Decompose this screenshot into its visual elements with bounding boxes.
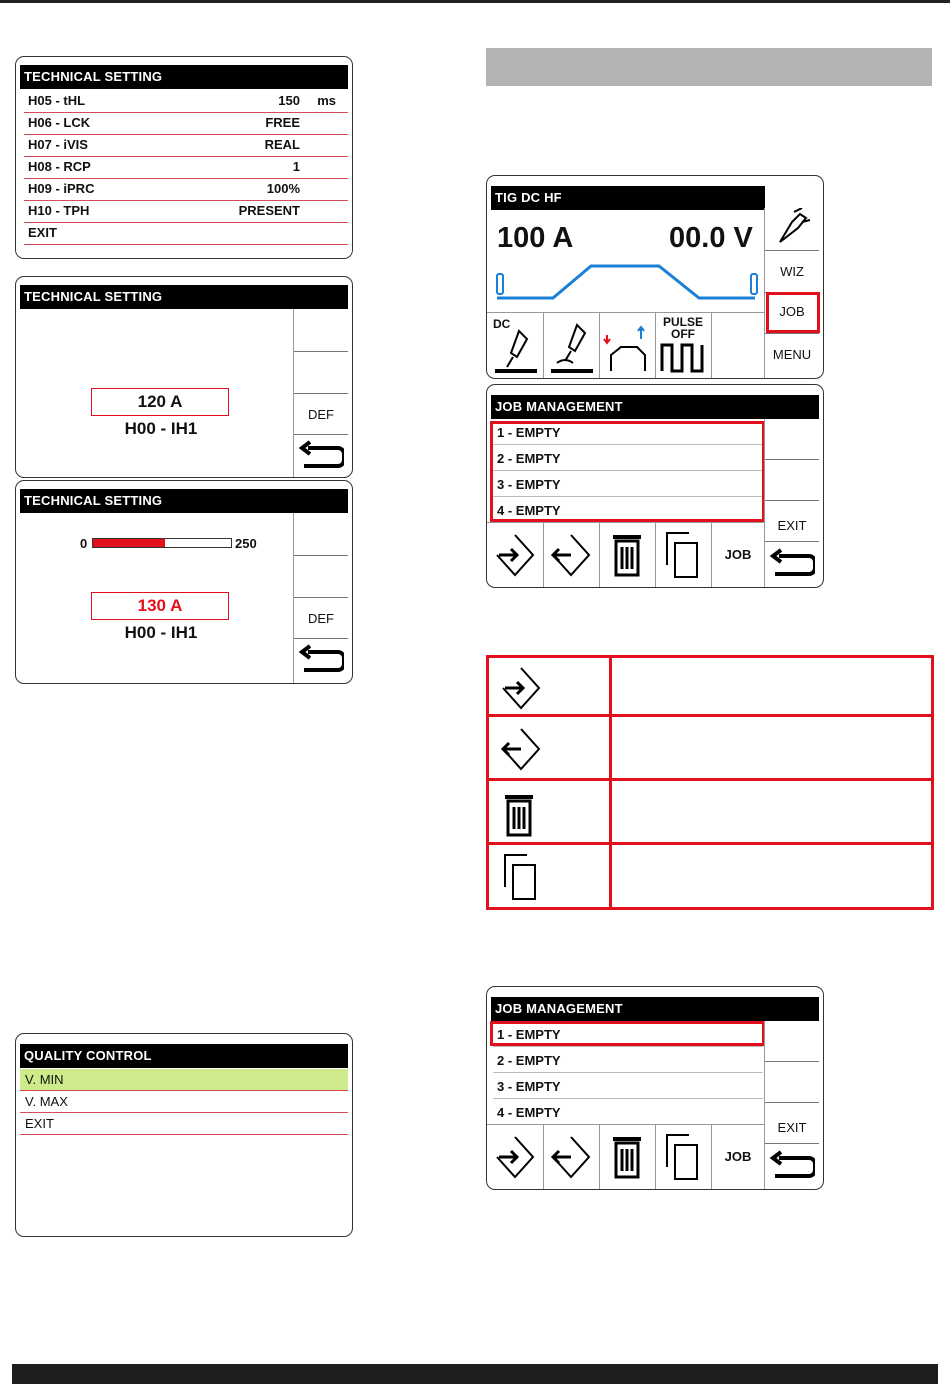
job-button[interactable]: JOB <box>724 1149 752 1164</box>
exit-button[interactable]: EXIT <box>765 501 819 542</box>
setting-label: H10 - TPH <box>28 203 90 218</box>
copy-button[interactable] <box>655 1125 712 1190</box>
legend-row-copy <box>486 842 934 910</box>
side-button-1[interactable] <box>765 419 819 460</box>
legend-row-load <box>486 655 934 717</box>
parameter-label: H00 - IH1 <box>124 623 198 642</box>
setting-value: FREE <box>265 115 300 130</box>
setting-value: 150 <box>278 93 300 108</box>
job-slot-row[interactable]: 3 - EMPTY <box>493 473 763 497</box>
torch-icon <box>772 208 812 248</box>
screen-title: TECHNICAL SETTING <box>20 65 348 89</box>
welding-cycle-graph <box>493 262 763 306</box>
parameter-label: H00 - IH1 <box>124 419 198 438</box>
back-arrow-icon <box>769 546 815 582</box>
legend-icon-cell <box>489 845 612 907</box>
side-button-2[interactable] <box>765 1062 819 1103</box>
def-button[interactable]: DEF <box>294 598 348 639</box>
technical-setting-slider-screen <box>15 480 353 684</box>
setting-label: EXIT <box>28 225 57 240</box>
job-list-highlight-box <box>490 421 765 522</box>
setting-unit: ms <box>317 93 336 108</box>
side-button-column <box>764 419 819 587</box>
job-slot-row[interactable]: 1 - EMPTY <box>493 1023 763 1047</box>
scale-min-label: 0 <box>80 536 88 551</box>
load-icon <box>501 666 541 712</box>
load-button[interactable] <box>487 523 544 588</box>
job-highlight-box <box>766 292 820 333</box>
quality-row[interactable]: EXIT <box>20 1113 348 1135</box>
current-value-box: 130 A <box>91 592 229 620</box>
job-button[interactable]: JOB <box>765 293 819 334</box>
delete-icon <box>503 791 535 839</box>
job-slot-row[interactable]: 2 - EMPTY <box>493 447 763 471</box>
job-management-screen-1 <box>486 384 824 588</box>
job-action-row <box>487 1124 765 1190</box>
top-rule <box>0 0 950 3</box>
empty-slot <box>711 313 765 379</box>
technical-setting-value-screen <box>15 276 353 478</box>
setting-value: 1 <box>292 159 300 174</box>
save-icon <box>551 533 591 579</box>
level-bar[interactable] <box>92 538 232 548</box>
tig-torch-icon <box>491 327 539 375</box>
job-slot-row[interactable]: 4 - EMPTY <box>493 1101 763 1125</box>
side-button-column <box>293 513 348 683</box>
screen-title: TIG DC HF <box>491 186 765 210</box>
delete-button[interactable] <box>599 1125 656 1190</box>
def-button[interactable]: DEF <box>294 394 348 435</box>
copy-icon <box>503 853 539 903</box>
hf-ignition-icon <box>547 321 595 375</box>
tig-main-screen <box>486 175 824 379</box>
ignition-mode-button[interactable] <box>543 313 600 379</box>
scale-max-label: 250 <box>235 536 257 551</box>
side-button-2[interactable] <box>294 556 348 598</box>
job-slot-row[interactable]: 1 - EMPTY <box>493 421 763 445</box>
current-value-box: 120 A <box>91 388 229 416</box>
page-footer-bar <box>12 1364 938 1384</box>
setting-value: REAL <box>264 137 300 152</box>
side-button-column <box>764 1021 819 1189</box>
dc-label: DC <box>493 317 511 331</box>
screen-title: JOB MANAGEMENT <box>491 395 819 419</box>
pulse-wave-icon <box>660 341 706 373</box>
torch-button[interactable] <box>765 208 819 251</box>
copy-button[interactable] <box>655 523 712 588</box>
delete-icon <box>611 1133 643 1181</box>
setting-row[interactable] <box>24 178 348 201</box>
screen-title: TECHNICAL SETTING <box>20 285 348 309</box>
back-arrow-icon <box>298 642 344 678</box>
mode-icon-row <box>487 312 765 379</box>
setting-label: H08 - RCP <box>28 159 91 174</box>
wiz-button[interactable]: WIZ <box>765 251 819 293</box>
side-button-1[interactable] <box>294 513 348 556</box>
legend-row-save <box>486 714 934 781</box>
setting-value: PRESENT <box>238 203 300 218</box>
setting-row[interactable] <box>24 134 348 157</box>
setting-row[interactable] <box>24 112 348 135</box>
job-button[interactable]: JOB <box>724 547 752 562</box>
pulse-off-label: OFF <box>671 327 695 341</box>
level-bar-fill <box>93 539 165 547</box>
menu-button[interactable]: MENU <box>772 347 812 362</box>
save-icon <box>551 1135 591 1181</box>
setting-value: 100% <box>266 181 300 196</box>
legend-icon-cell <box>489 717 612 778</box>
setting-row[interactable] <box>24 200 348 223</box>
quality-row[interactable]: V. MIN <box>20 1069 348 1091</box>
load-button[interactable] <box>487 1125 544 1190</box>
quality-row[interactable]: V. MAX <box>20 1091 348 1113</box>
side-button-2[interactable] <box>294 352 348 394</box>
side-button-2[interactable] <box>765 460 819 501</box>
screen-title: JOB MANAGEMENT <box>491 997 819 1021</box>
job-slot-row[interactable]: 3 - EMPTY <box>493 1075 763 1099</box>
pulse-label: PULSE <box>662 315 703 329</box>
setting-row[interactable] <box>24 222 348 245</box>
screen-title: TECHNICAL SETTING <box>20 489 348 513</box>
legend-icon-cell <box>489 658 612 714</box>
pulse-mode-button[interactable] <box>655 313 712 379</box>
back-arrow-icon <box>769 1148 815 1184</box>
side-button-column <box>293 309 348 477</box>
job-slot-row[interactable]: 2 - EMPTY <box>493 1049 763 1073</box>
voltage-readout: 00.0 V <box>669 222 753 254</box>
load-icon <box>495 533 535 579</box>
job-row-highlight-box <box>490 1021 765 1046</box>
back-button[interactable] <box>765 1144 819 1188</box>
setting-row[interactable] <box>24 156 348 179</box>
save-button[interactable] <box>543 1125 600 1190</box>
setting-label: H06 - LCK <box>28 115 91 130</box>
load-icon <box>495 1135 535 1181</box>
screen-title: QUALITY CONTROL <box>20 1044 348 1068</box>
exit-button[interactable]: EXIT <box>765 1103 819 1144</box>
copy-icon <box>665 531 701 581</box>
side-button-1[interactable] <box>765 1021 819 1062</box>
technical-setting-list-screen <box>15 56 353 259</box>
save-icon <box>501 727 541 773</box>
current-readout: 100 A <box>497 222 574 254</box>
delete-button[interactable] <box>599 523 656 588</box>
job-management-screen-2 <box>486 986 824 1190</box>
slope-mode-button[interactable] <box>599 313 656 379</box>
setting-label: H07 - iVIS <box>28 137 88 152</box>
back-button[interactable] <box>294 639 348 681</box>
process-mode-button[interactable] <box>487 313 544 379</box>
legend-icon-cell <box>489 781 612 842</box>
back-button[interactable] <box>294 435 348 477</box>
job-slot-row[interactable]: 4 - EMPTY <box>493 499 763 523</box>
side-button-1[interactable] <box>294 309 348 352</box>
save-button[interactable] <box>543 523 600 588</box>
setting-label: H05 - tHL <box>28 93 86 108</box>
setting-label: H09 - iPRC <box>28 181 95 196</box>
legend-row-delete <box>486 778 934 845</box>
job-action-row <box>487 522 765 588</box>
back-button[interactable] <box>765 542 819 586</box>
delete-icon <box>611 531 643 579</box>
quality-control-screen <box>15 1033 353 1237</box>
back-arrow-icon <box>298 438 344 474</box>
setting-row[interactable] <box>24 90 348 113</box>
copy-icon <box>665 1133 701 1183</box>
slope-icon <box>603 321 651 375</box>
section-header-bar <box>486 48 932 86</box>
